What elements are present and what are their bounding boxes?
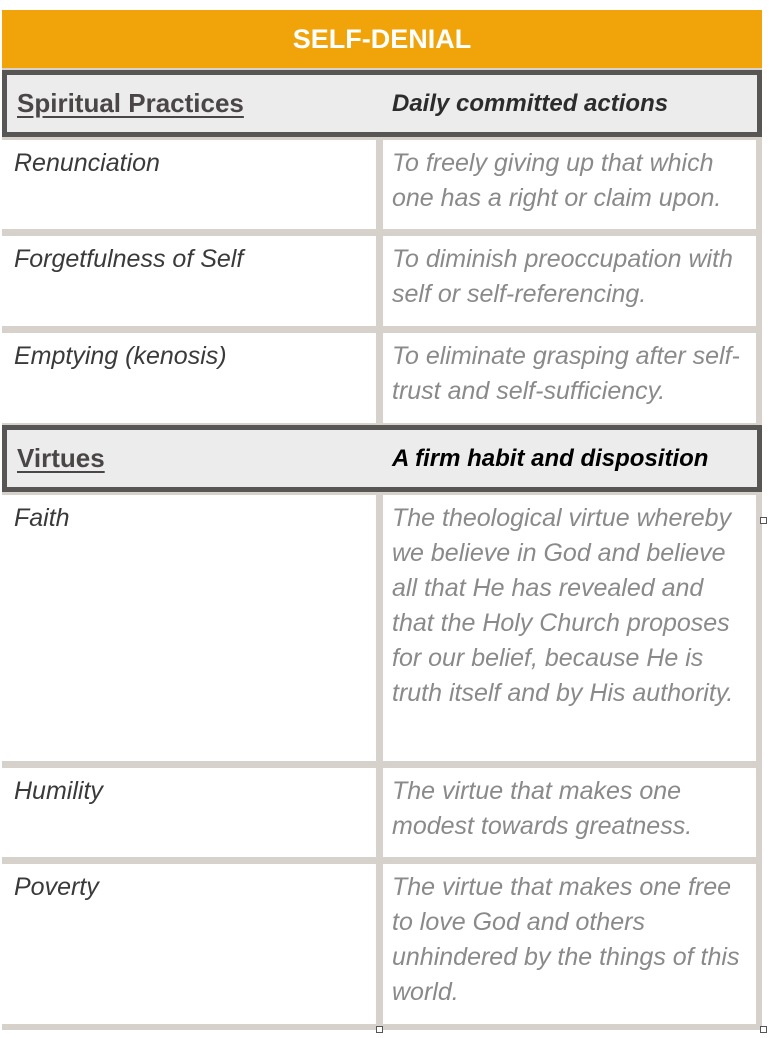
- resize-handle-corner[interactable]: [760, 1026, 767, 1033]
- practice-desc-renunciation: To freely giving up that which one has a right or claim upon.: [383, 140, 756, 229]
- habit-disposition-header: A firm habit and disposition: [392, 444, 709, 472]
- practice-name-renunciation: Renunciation: [2, 140, 376, 229]
- virtue-desc-humility: The virtue that makes one modest towards greatness.: [383, 768, 756, 857]
- virtue-name-poverty: Poverty: [2, 864, 376, 1024]
- virtue-desc-faith: The theological virtue whereby we believe in God and believe all that He has revealed and that the Holy Church proposes for our belief, because He is truth itself and by His authority.: [383, 495, 756, 761]
- daily-actions-header: Daily committed actions: [392, 89, 669, 117]
- spiritual-practices-header: Spiritual Practices: [17, 88, 244, 118]
- self-denial-table: [2, 10, 762, 1030]
- virtues-header: Virtues: [17, 443, 105, 473]
- virtue-name-humility: Humility: [2, 768, 376, 857]
- table-title: SELF-DENIAL: [2, 10, 762, 68]
- resize-handle-bottom[interactable]: [376, 1026, 383, 1033]
- practice-name-emptying: Emptying (kenosis): [2, 333, 376, 423]
- virtues-header-row: [2, 425, 762, 492]
- virtue-name-faith: Faith: [2, 495, 376, 761]
- practice-desc-emptying: To eliminate grasping after self-trust and self-sufficiency.: [383, 333, 756, 423]
- virtue-desc-poverty: The virtue that makes one free to love God and others unhindered by the things of this world.: [383, 864, 756, 1024]
- practice-name-forgetfulness: Forgetfulness of Self: [2, 236, 376, 326]
- spiritual-practices-header-row: [2, 70, 762, 137]
- resize-handle-right[interactable]: [760, 517, 767, 524]
- practice-desc-forgetfulness: To diminish preoccupation with self or self-referencing.: [383, 236, 756, 326]
